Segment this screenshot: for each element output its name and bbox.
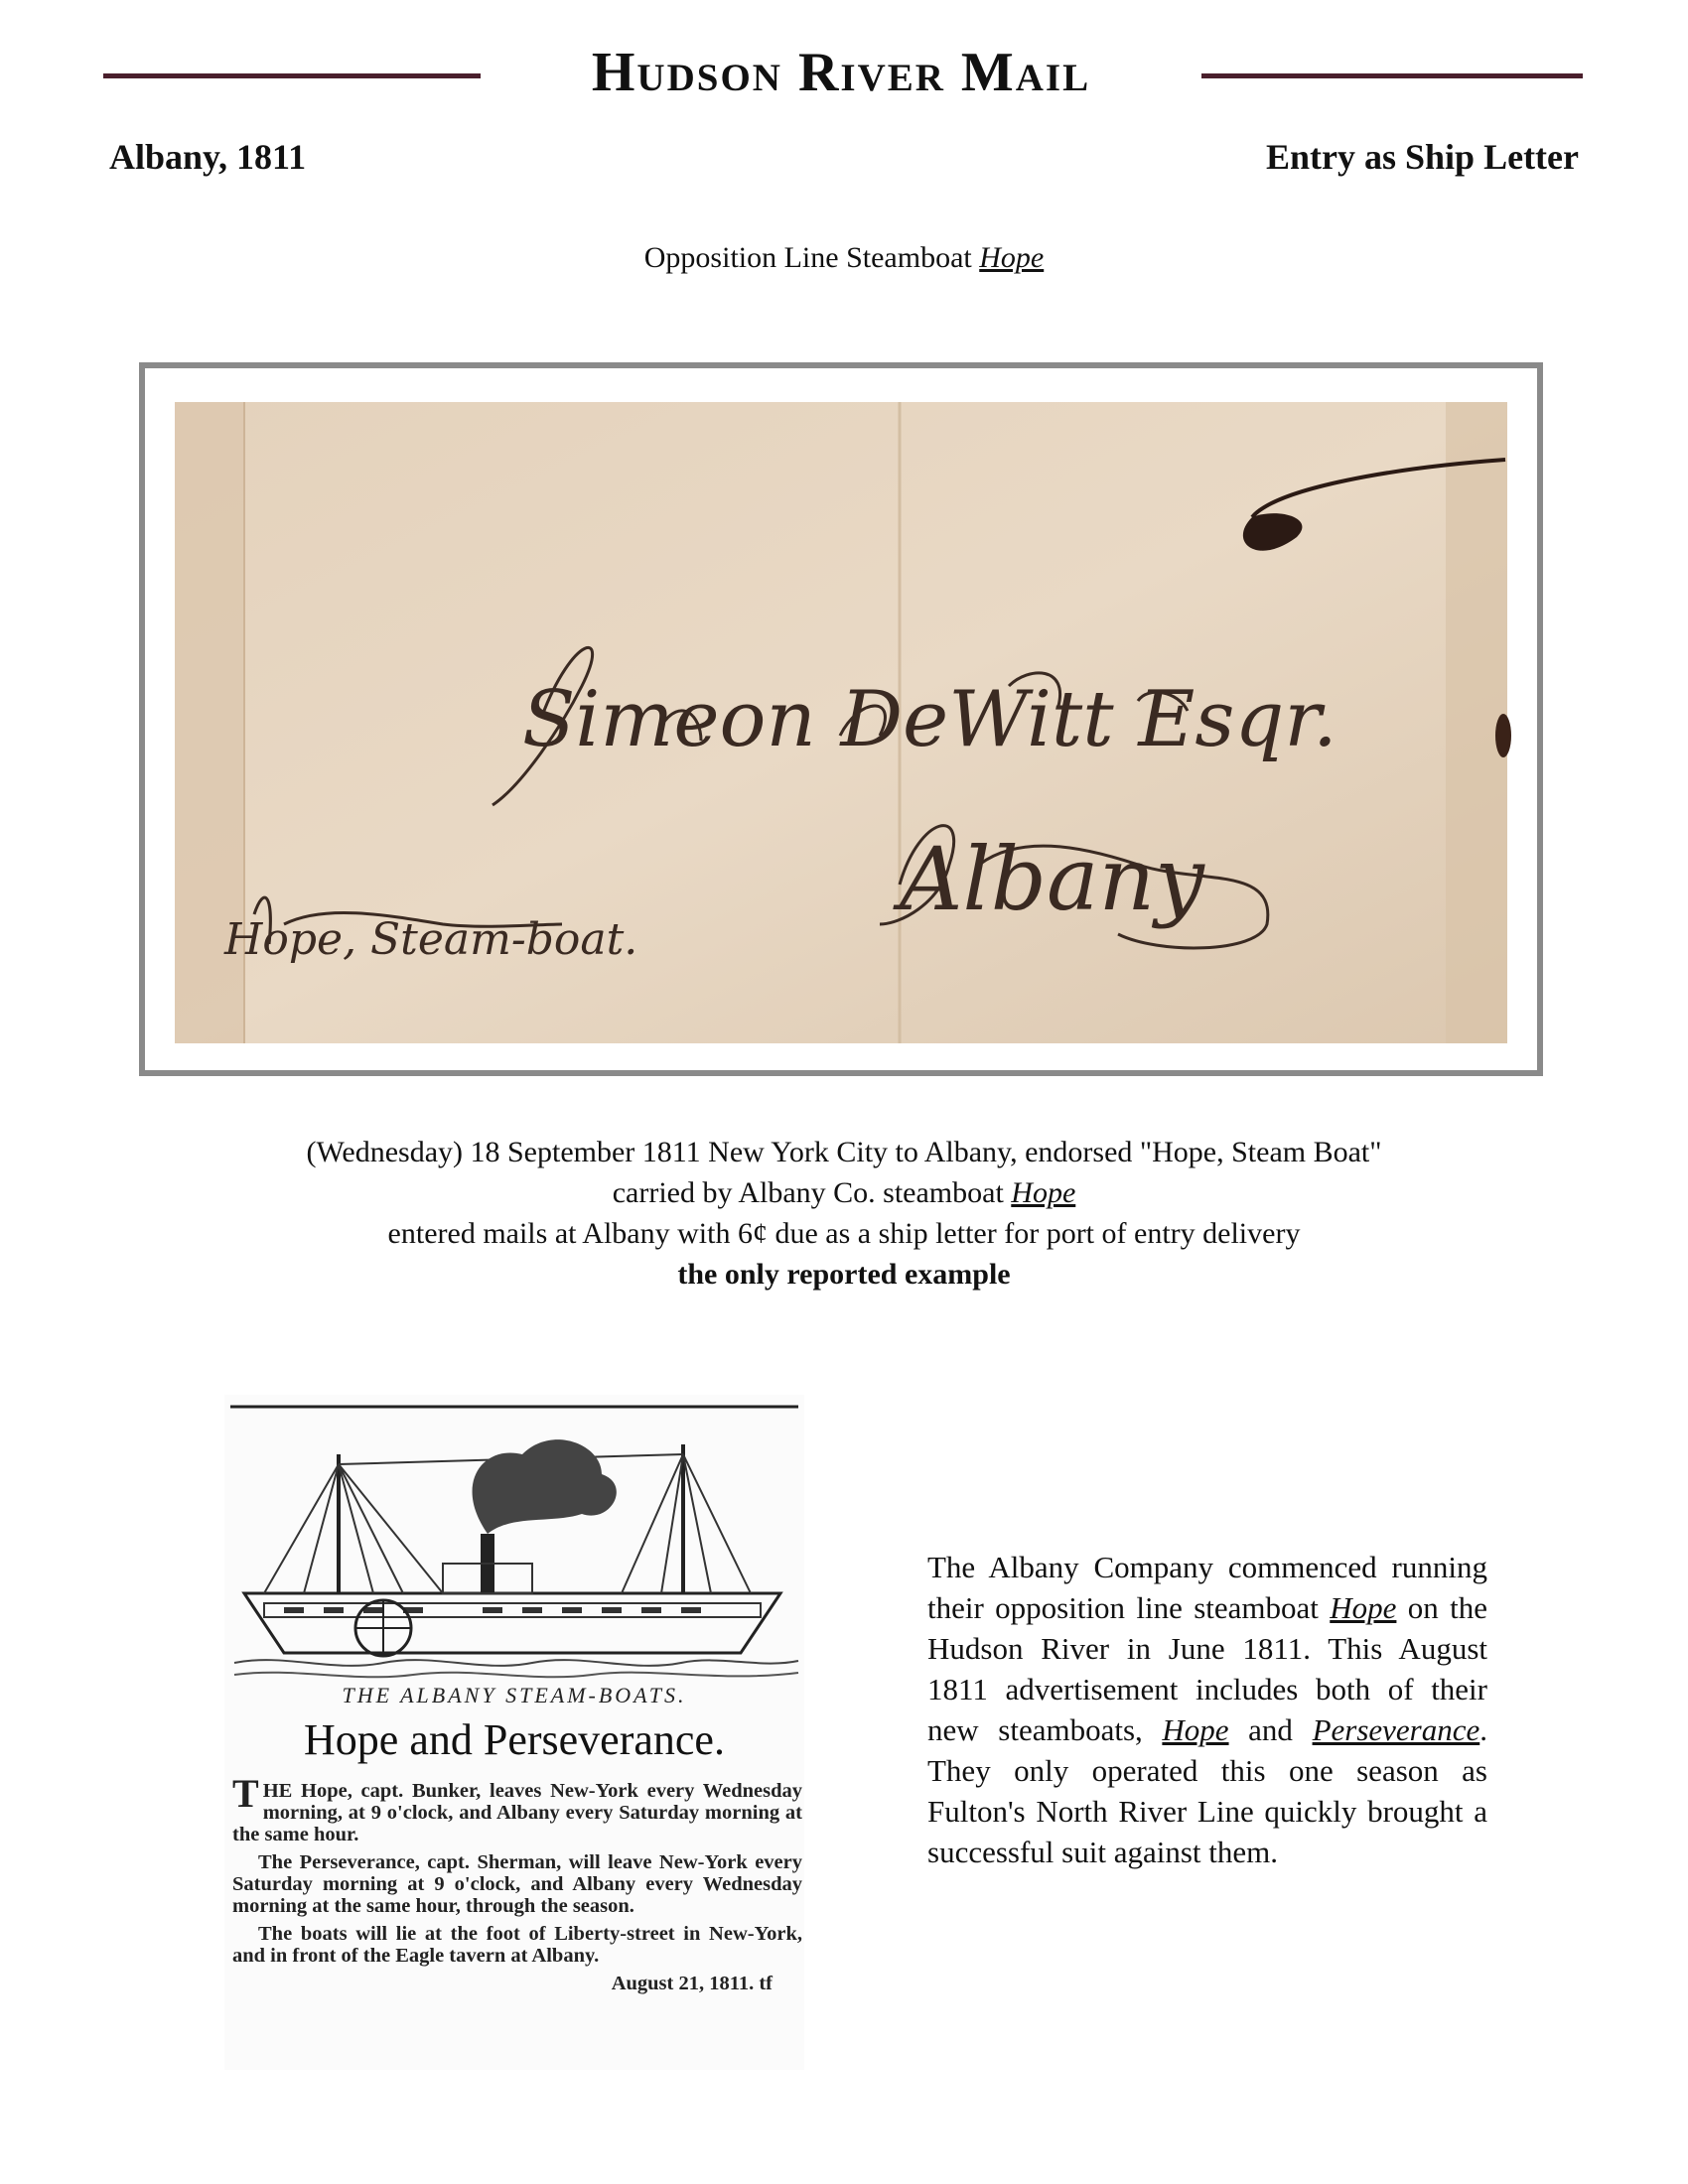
description-line-2 (0, 1172, 1688, 1213)
description-line-1: (Wednesday) 18 September 1811 New York City to Albany, endorsed "Hope, Steam Boat" (306, 1136, 1382, 1168)
advertisement-paragraph-1: HE Hope, capt. Bunker, leaves New-York every Wednesday morning, at 9 o'clock, and Albany every Saturday morning at the same hour. (232, 1780, 802, 1845)
letter-addressee: Simeon DeWitt Esqr. (522, 675, 1337, 764)
steamboat-illustration (224, 1395, 804, 1683)
history-text-3: and (1228, 1712, 1313, 1747)
cover-image-frame (139, 362, 1543, 1076)
page-title: Hudson River Mail (591, 42, 1091, 103)
exhibit-topic: Entry as Ship Letter (1266, 137, 1579, 177)
history-text-1: The Albany Company commenced running their opposition line steamboat (927, 1550, 1487, 1625)
location-year: Albany, 1811 (109, 137, 307, 177)
advertisement-paragraph-3: The boats will lie at the foot of Liberty-street in New-York, and in front of the Eagle tavern at Albany. (232, 1923, 802, 1967)
advertisement-paragraph-2: The Perseverance, capt. Sherman, will leave New-York every Saturday morning at 9 o'clock, and Albany every Wednesday morning at the same hour, through the season. (232, 1851, 802, 1917)
advertisement-body (232, 1771, 802, 1994)
advertisement-title: THE ALBANY STEAM-BOATS. (342, 1683, 687, 1707)
section-caption-text: Opposition Line Steamboat (643, 241, 980, 274)
history-paragraph (927, 1547, 1487, 1872)
description-line-2-vessel: Hope (1011, 1176, 1076, 1209)
cover-description (0, 1132, 1688, 1295)
advertisement-date: August 21, 1811. tf (611, 1973, 773, 1994)
advertisement-dropcap: T (232, 1771, 259, 1816)
history-vessel-perseverance: Perseverance (1312, 1712, 1480, 1747)
header-rule-left (103, 73, 481, 78)
description-line-4: the only reported example (677, 1258, 1011, 1291)
history-vessel-hope-2: Hope (1162, 1712, 1229, 1747)
history-text-4: . They only operated this one season as Fulton's North River Line quickly brought a successful suit against them. (927, 1712, 1487, 1869)
history-vessel-hope: Hope (1330, 1590, 1397, 1625)
letter-endorsement: Hope, Steam-boat. (224, 914, 638, 965)
description-line-2-text: carried by Albany Co. steamboat (612, 1176, 1012, 1209)
section-caption (0, 238, 1688, 278)
section-caption-vessel: Hope (979, 241, 1045, 274)
history-text-2: on the Hudson River in June 1811. This August 1811 advertisement includes both of their new steamboats, (927, 1590, 1487, 1747)
letter-destination: Albany (900, 828, 1204, 930)
header-rule-right (1201, 73, 1583, 78)
advertisement-headline: Hope and Perseverance. (304, 1715, 725, 1764)
description-line-3: entered mails at Albany with 6¢ due as a ship letter for port of entry delivery (387, 1217, 1301, 1250)
newspaper-advertisement (224, 1395, 804, 2070)
folded-letter-image (145, 368, 1537, 1070)
